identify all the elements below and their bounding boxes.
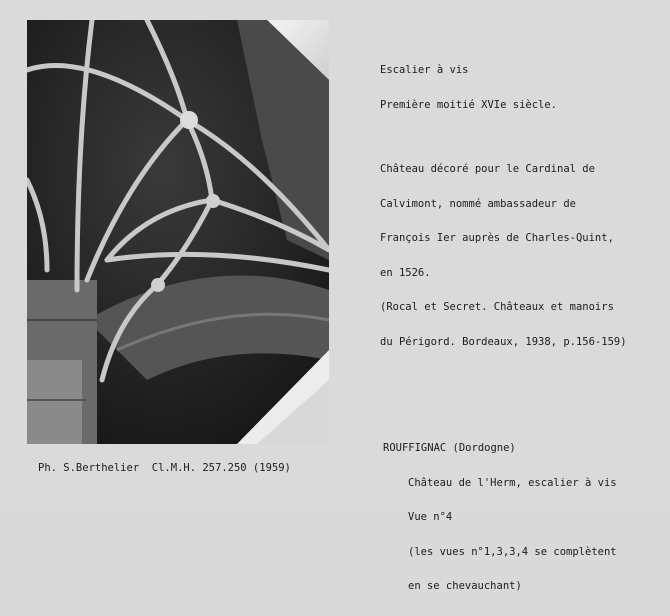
caption-block — [383, 420, 617, 616]
vault-illustration — [27, 20, 329, 444]
description-line: en 1526. — [380, 266, 431, 279]
description-line: Calvimont, nommé ambassadeur de — [380, 197, 576, 210]
caption-line: Vue n°4 — [408, 511, 453, 523]
description-block — [380, 42, 627, 371]
description-line: du Périgord. Bordeaux, 1938, p.156-159) — [380, 335, 627, 348]
caption-line: en se chevauchant) — [408, 580, 522, 592]
caption-location: ROUFFIGNAC (Dordogne) — [383, 442, 516, 454]
description-line: Château décoré pour le Cardinal de — [380, 163, 595, 175]
document-title: Escalier à vis — [380, 64, 469, 76]
date-line: Première moitié XVIe siècle. — [380, 98, 558, 111]
caption-line: Château de l'Herm, escalier à vis — [408, 476, 617, 489]
caption-line: (les vues n°1,3,3,4 se complètent — [408, 545, 617, 558]
staircase-vault-photo — [27, 20, 329, 444]
description-line: François Ier auprès de Charles-Quint, — [380, 232, 614, 244]
description-line: (Rocal et Secret. Châteaux et manoirs — [380, 301, 614, 313]
photo-credit: Ph. S.Berthelier Cl.M.H. 257.250 (1959) — [38, 462, 291, 474]
